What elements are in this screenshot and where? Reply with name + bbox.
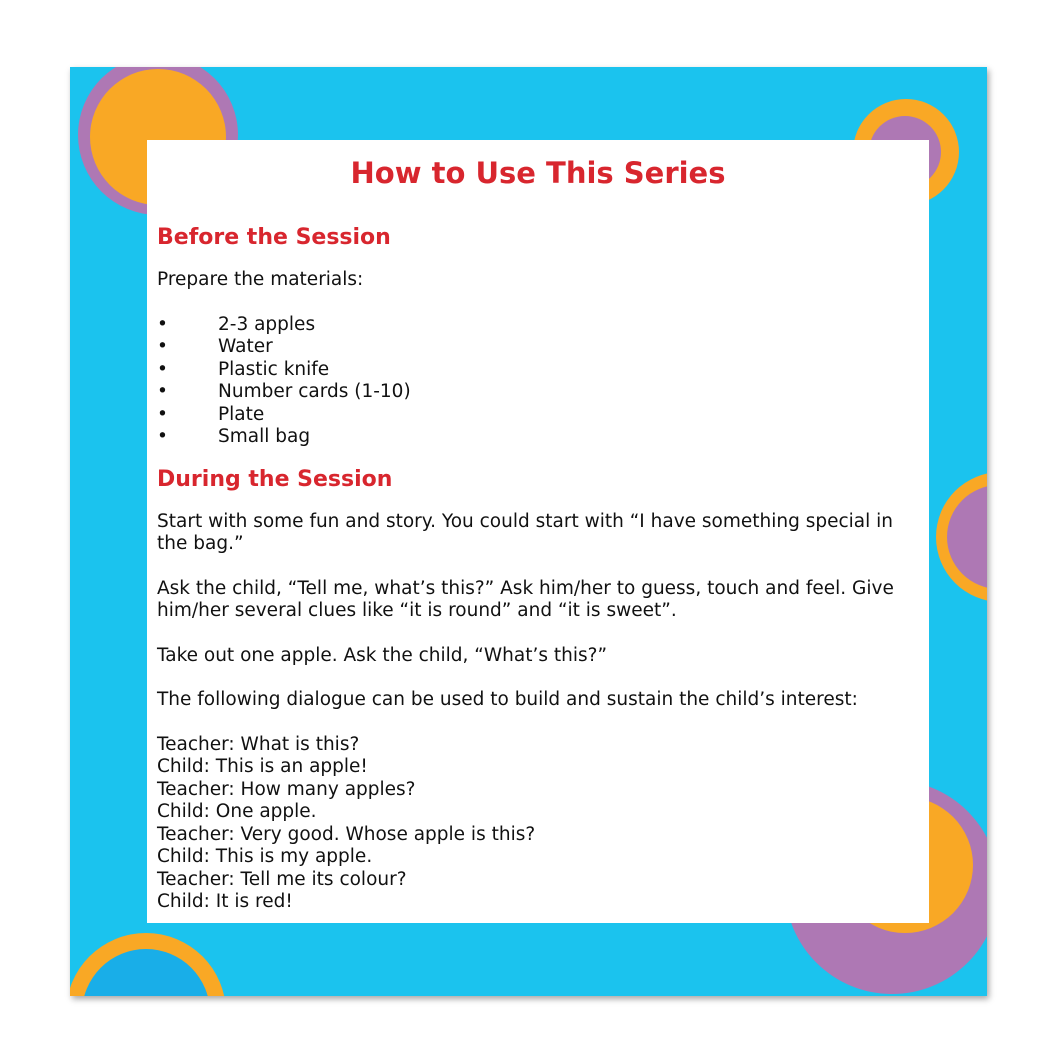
dialogue-line: Child: This is an apple! xyxy=(157,756,368,777)
page-frame xyxy=(70,67,987,996)
paragraph: Take out one apple. Ask the child, “What’s this?” xyxy=(157,644,608,666)
list-item: • 2-3 apples xyxy=(157,313,316,335)
dialogue-line: Child: This is my apple. xyxy=(157,846,373,867)
materials-list xyxy=(157,314,927,449)
section-heading-before: Before the Session xyxy=(157,225,391,250)
dialogue-line: Child: One apple. xyxy=(157,801,317,822)
dialogue xyxy=(157,734,927,914)
bullet: • xyxy=(157,336,168,357)
bullet: • xyxy=(157,313,168,335)
dialogue-line: Teacher: Very good. Whose apple is this? xyxy=(157,823,536,845)
list-item: • Small bag xyxy=(157,426,311,447)
dialogue-line: Child: It is red! xyxy=(157,891,293,912)
content-panel xyxy=(147,140,929,923)
page-title: How to Use This Series xyxy=(350,156,726,190)
list-item: • Number cards (1-10) xyxy=(157,381,411,402)
paragraph: Start with some fun and story. You could start with “I have something special in the bag.” xyxy=(157,510,894,554)
dialogue-line: Teacher: Tell me its colour? xyxy=(157,868,407,890)
bullet: • xyxy=(157,403,168,425)
bullet: • xyxy=(157,381,168,402)
list-item: • Plastic knife xyxy=(157,358,330,380)
paragraph: Ask the child, “Tell me, what’s this?” Ask him/her to guess, touch and feel. Give him/her several clues like “it is round” and “it is sweet”. xyxy=(157,577,894,621)
dialogue-line: Teacher: How many apples? xyxy=(157,778,416,800)
content-body xyxy=(157,223,927,914)
section-heading-during: During the Session xyxy=(157,466,393,492)
bullet: • xyxy=(157,426,168,447)
list-item: • Plate xyxy=(157,403,265,425)
bullet: • xyxy=(157,358,168,380)
dialogue-line: Teacher: What is this? xyxy=(157,733,360,755)
paragraph: The following dialogue can be used to build and sustain the child’s interest: xyxy=(157,689,858,710)
list-item: • Water xyxy=(157,336,273,357)
materials-intro: Prepare the materials: xyxy=(157,269,364,290)
